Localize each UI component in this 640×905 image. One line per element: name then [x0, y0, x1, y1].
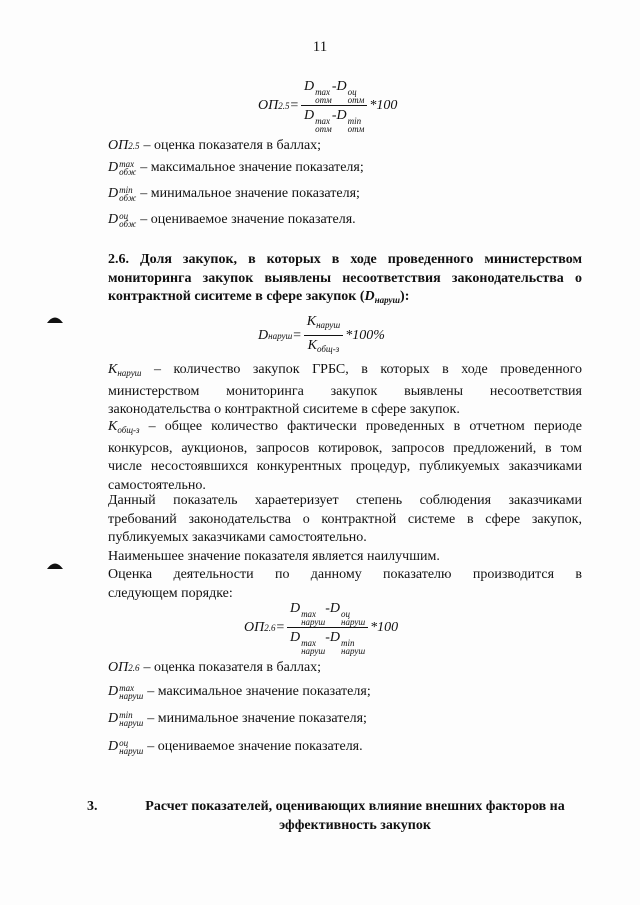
def-d-obzh-max: D max обж – максимальное значение показателя; [108, 159, 364, 177]
def-op-2-5: ОП 2.5 – оценка показателя в баллах; [108, 138, 322, 153]
section-3-number: 3. [87, 799, 98, 814]
def-d-narush-max: D max наруш – максимальное значение показателя; [108, 683, 371, 701]
formula-d-narush: D наруш = $\frac{K_{наруш}}{K_{общ-з}}$ *100% [258, 314, 385, 354]
paragraph-k-obsh: $K_{общ-з}$ – общее количество фактически проведенных в отчетном периоде конкурсов, аукционов, запросов котировок, запросов предложений, в том числе несостоявшихся конкурентных процедур, публикуемых заказчиками самостоятельно. [108, 419, 582, 493]
formula-op-2-6: ОП 2.6 = D max наруш -D оц наруш D max наруш -D min наруш *100 [244, 601, 399, 656]
paragraph-evaluation-order: Оценка деятельности по данному показателю производится в следующем порядке: [108, 567, 582, 601]
def-d-narush-min: D min наруш – минимальное значение показателя; [108, 710, 367, 728]
def-d-narush-oc: D оц наруш – оцениваемое значение показателя. [108, 738, 363, 756]
paragraph-k-narush: $K_{наруш}$ – количество закупок ГРБС, в которых в ходе проведенного министерством мониторинга закупок выявлены несоответствия законодательства о контрактной сиситеме в сфере закупок. [108, 362, 582, 418]
margin-arrow-marker [46, 560, 64, 570]
section-3-title: Расчет показателей, оценивающих влияние внешних факторов на эффективность закупок [145, 799, 565, 833]
margin-arrow-marker [46, 314, 64, 324]
def-op-2-6: ОП 2.6 – оценка показателя в баллах; [108, 660, 322, 675]
section-2-6-heading: 2.6. Доля закупок, в которых в ходе проведенного министерством мониторинга закупок выявлены несоответствия законодательства о контрактной сиситеме в сфере закупок $(D_{наруш})$: [108, 252, 582, 306]
formula-op-2-5: ОП 2.5 = D max отм -D оц отм D max отм -D min отм *100 [258, 79, 398, 134]
def-d-obzh-oc: D оц обж – оцениваемое значение показателя. [108, 211, 356, 229]
def-d-obzh-min: D min обж – минимальное значение показателя; [108, 185, 360, 203]
paragraph-indicator-description: Данный показатель хараетеризует степень соблюдения заказчиками требований законодательства о контрактной системе в сфере закупок, публикуемых заказчиками самостоятельно. [108, 493, 582, 546]
paragraph-lowest-best: Наименьшее значение показателя является наилучшим. [108, 549, 440, 564]
page-number: 11 [312, 39, 328, 55]
